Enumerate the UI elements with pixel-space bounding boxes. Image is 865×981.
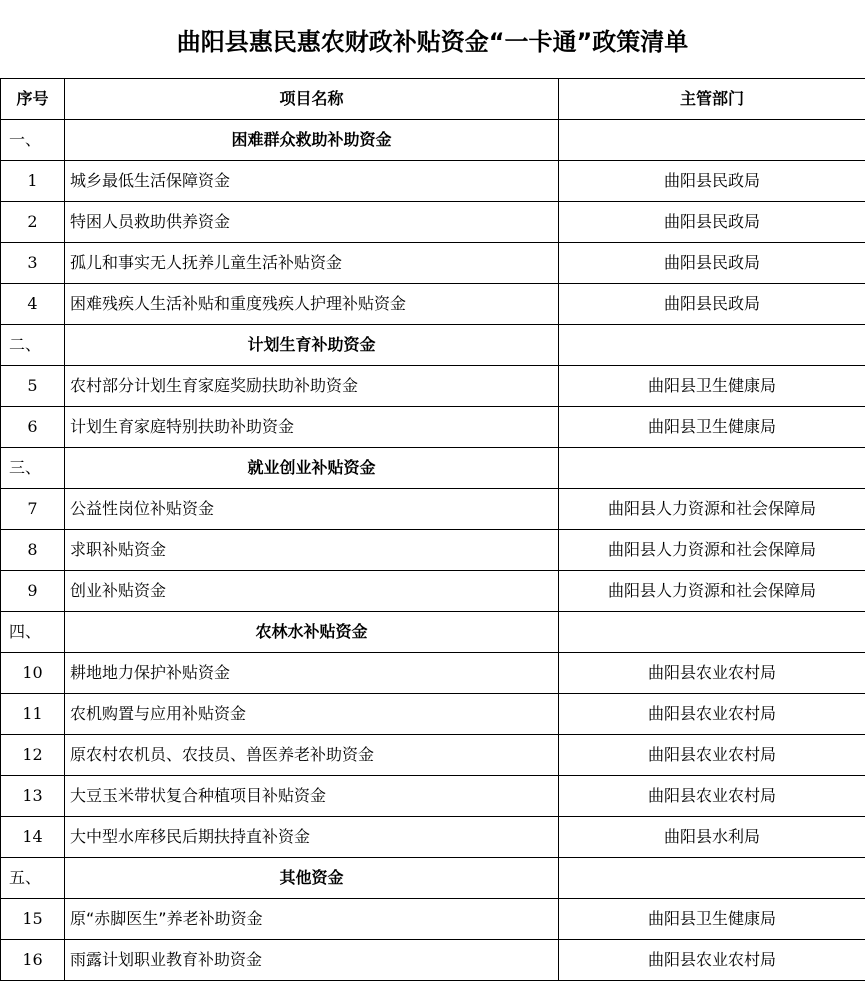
row-number: 3	[1, 243, 65, 284]
row-number: 8	[1, 530, 65, 571]
department: 曲阳县民政局	[559, 202, 865, 243]
table-row	[1, 571, 865, 612]
project-name: 农村部分计划生育家庭奖励扶助补助资金	[65, 366, 559, 407]
row-number: 12	[1, 735, 65, 776]
table-row	[1, 653, 865, 694]
department: 曲阳县卫生健康局	[559, 366, 865, 407]
table-row	[1, 694, 865, 735]
row-number: 7	[1, 489, 65, 530]
project-name: 公益性岗位补贴资金	[65, 489, 559, 530]
section-name: 计划生育补助资金	[65, 325, 559, 366]
department: 曲阳县民政局	[559, 284, 865, 325]
header-name: 项目名称	[65, 79, 559, 120]
section-label: 二、	[1, 325, 65, 366]
project-name: 耕地地力保护补贴资金	[65, 653, 559, 694]
department: 曲阳县卫生健康局	[559, 899, 865, 940]
section-name: 就业创业补贴资金	[65, 448, 559, 489]
table-header-row	[1, 79, 865, 120]
section-dept-empty	[559, 858, 865, 899]
row-number: 11	[1, 694, 65, 735]
section-row	[1, 448, 865, 489]
project-name: 农机购置与应用补贴资金	[65, 694, 559, 735]
department: 曲阳县人力资源和社会保障局	[559, 571, 865, 612]
row-number: 2	[1, 202, 65, 243]
section-label: 四、	[1, 612, 65, 653]
section-label: 五、	[1, 858, 65, 899]
department: 曲阳县农业农村局	[559, 776, 865, 817]
section-name: 农林水补贴资金	[65, 612, 559, 653]
project-name: 计划生育家庭特别扶助补助资金	[65, 407, 559, 448]
page-title: 曲阳县惠民惠农财政补贴资金“一卡通”政策清单	[0, 0, 865, 78]
section-label: 一、	[1, 120, 65, 161]
section-dept-empty	[559, 325, 865, 366]
table-row	[1, 407, 865, 448]
project-name: 雨露计划职业教育补助资金	[65, 940, 559, 981]
project-name: 困难残疾人生活补贴和重度残疾人护理补贴资金	[65, 284, 559, 325]
section-row	[1, 120, 865, 161]
table-row	[1, 243, 865, 284]
project-name: 求职补贴资金	[65, 530, 559, 571]
section-dept-empty	[559, 448, 865, 489]
table-row	[1, 776, 865, 817]
header-dept: 主管部门	[559, 79, 865, 120]
project-name: 城乡最低生活保障资金	[65, 161, 559, 202]
section-name: 其他资金	[65, 858, 559, 899]
table-row	[1, 284, 865, 325]
row-number: 1	[1, 161, 65, 202]
table-row	[1, 366, 865, 407]
row-number: 14	[1, 817, 65, 858]
table-row	[1, 735, 865, 776]
project-name: 孤儿和事实无人抚养儿童生活补贴资金	[65, 243, 559, 284]
project-name: 大豆玉米带状复合种植项目补贴资金	[65, 776, 559, 817]
project-name: 原“赤脚医生”养老补助资金	[65, 899, 559, 940]
table-row	[1, 530, 865, 571]
row-number: 10	[1, 653, 65, 694]
row-number: 6	[1, 407, 65, 448]
department: 曲阳县人力资源和社会保障局	[559, 489, 865, 530]
header-index: 序号	[1, 79, 65, 120]
project-name: 大中型水库移民后期扶持直补资金	[65, 817, 559, 858]
section-label: 三、	[1, 448, 65, 489]
row-number: 5	[1, 366, 65, 407]
section-name: 困难群众救助补助资金	[65, 120, 559, 161]
table-row	[1, 899, 865, 940]
section-row	[1, 612, 865, 653]
department: 曲阳县农业农村局	[559, 653, 865, 694]
section-dept-empty	[559, 120, 865, 161]
department: 曲阳县农业农村局	[559, 694, 865, 735]
section-row	[1, 325, 865, 366]
row-number: 9	[1, 571, 65, 612]
table-row	[1, 202, 865, 243]
table-row	[1, 161, 865, 202]
section-dept-empty	[559, 612, 865, 653]
table-row	[1, 489, 865, 530]
row-number: 16	[1, 940, 65, 981]
table-row	[1, 817, 865, 858]
department: 曲阳县水利局	[559, 817, 865, 858]
department: 曲阳县民政局	[559, 243, 865, 284]
project-name: 创业补贴资金	[65, 571, 559, 612]
department: 曲阳县人力资源和社会保障局	[559, 530, 865, 571]
department: 曲阳县民政局	[559, 161, 865, 202]
project-name: 特困人员救助供养资金	[65, 202, 559, 243]
table-row	[1, 940, 865, 981]
row-number: 4	[1, 284, 65, 325]
project-name: 原农村农机员、农技员、兽医养老补助资金	[65, 735, 559, 776]
row-number: 13	[1, 776, 65, 817]
section-row	[1, 858, 865, 899]
row-number: 15	[1, 899, 65, 940]
department: 曲阳县农业农村局	[559, 940, 865, 981]
table-body	[1, 120, 865, 981]
department: 曲阳县卫生健康局	[559, 407, 865, 448]
department: 曲阳县农业农村局	[559, 735, 865, 776]
policy-table	[0, 78, 865, 981]
